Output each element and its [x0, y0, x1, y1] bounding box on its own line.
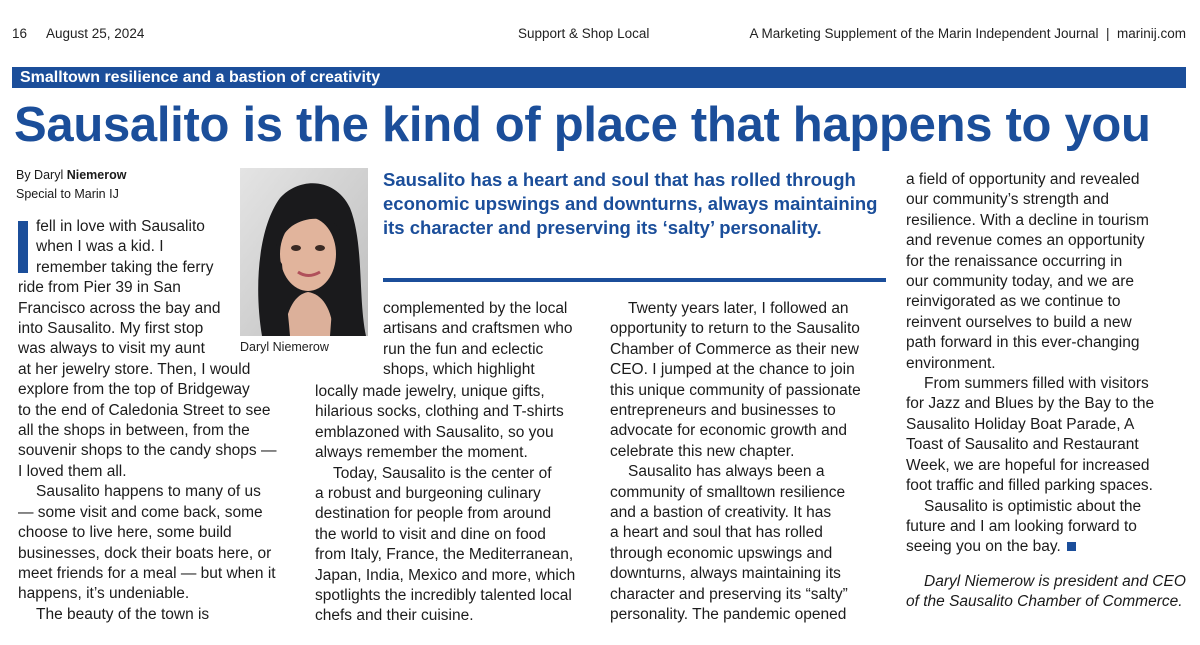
byline-name: Niemerow [66, 168, 127, 182]
text-line: Sausalito happens to many of us [36, 483, 261, 501]
text-line: artisans and craftsmen who [383, 320, 573, 338]
text-line: advocate for economic growth and [610, 422, 847, 440]
text-line: Francisco across the bay and [18, 299, 221, 317]
text-line: reinvigorated as we continue to [906, 293, 1121, 311]
text-line: a field of opportunity and revealed [906, 171, 1140, 188]
text-line: run the fun and eclectic [383, 340, 544, 358]
text-line: through economic upswings and [610, 544, 833, 562]
article-column-2-top [383, 299, 598, 381]
text-line: Sausalito is optimistic about the [924, 497, 1142, 515]
text-line: fell in love with Sausalito [36, 218, 205, 235]
text-line: — some visit and come back, some [18, 503, 263, 521]
text-line: this unique community of passionate [610, 381, 861, 399]
text-line: businesses, dock their boats here, or [18, 544, 272, 562]
bio-line: Daryl Niemerow is president and [924, 573, 1148, 590]
text-line: for Jazz and Blues by the Bay to the [906, 395, 1155, 413]
text-line: CEO. I jumped at the chance to join [610, 361, 855, 379]
text-line: the world to visit and dine on food [315, 525, 546, 543]
text-line: Week, we are hopeful for increased [906, 456, 1150, 474]
text-line: emblazoned with Sausalito, so you [315, 423, 554, 441]
text-line: was always to visit my aunt [18, 340, 205, 358]
text-line: future and I am looking forward to [906, 517, 1137, 535]
text-line: downturns, always maintaining its [610, 565, 841, 583]
text-line: souvenir shops to the candy shops — [18, 442, 277, 460]
text-line: destination for people from around [315, 505, 552, 523]
headline: Sausalito is the kind of place that happens to you [14, 98, 1151, 152]
bio-line: CEO of the Sausalito Chamber of [906, 573, 1186, 611]
text-line: locally made jewelry, unique gifts, [315, 383, 545, 400]
text-line: personality. The pandemic opened [610, 606, 847, 624]
pull-quote: Sausalito has a heart and soul that has rolled through economic upswings and downturns, always maintaining its character and preserving its ‘salty’ personality. [383, 169, 878, 238]
text-line: opportunity to return to the Sausalito [610, 320, 860, 338]
text-line: The beauty of the town is [36, 605, 210, 623]
text-line: shops, which highlight [383, 361, 535, 379]
pull-quote-rule [383, 278, 886, 282]
text-line: always remember the moment. [315, 444, 528, 462]
text-line: Today, Sausalito is the center of [333, 464, 552, 482]
text-line: community of smalltown resilience [610, 483, 846, 501]
text-line: meet friends for a meal — but when it [18, 564, 276, 582]
text-line: happens, it’s undeniable. [18, 585, 190, 603]
text-line: path forward in this ever-changing [906, 334, 1140, 352]
kicker-banner: Smalltown resilience and a bastion of creativity [12, 67, 1186, 88]
text-line: Twenty years later, I followed an [628, 300, 849, 317]
text-line: Sausalito has always been a [628, 463, 825, 481]
text-line: hilarious socks, clothing and T-shirts [315, 403, 564, 421]
text-line: Japan, India, Mexico and more, which [315, 566, 576, 584]
text-line: environment. [906, 354, 996, 372]
section-name: Support & Shop Local [518, 26, 650, 41]
article-column-2 [315, 382, 598, 627]
text-line: seeing you on the bay. [906, 538, 1061, 556]
text-line: our community’s strength and [906, 191, 1110, 209]
text-line: foot traffic and filled parking spaces. [906, 477, 1153, 495]
text-line: when I was a kid. I [36, 238, 164, 256]
text-line: entrepreneurs and businesses to [610, 402, 836, 420]
page-number: 16 [12, 26, 28, 41]
text-line: From summers filled with visitors [924, 375, 1149, 393]
text-line: Sausalito Holiday Boat Parade, A [906, 415, 1135, 433]
bio-line: Commerce. [1102, 593, 1183, 611]
text-line: choose to live here, some build [18, 524, 232, 542]
supplement-label: A Marketing Supplement of the Marin Independent Journal | marinij.com [749, 26, 1186, 41]
text-line: I loved them all. [18, 462, 127, 480]
author-bio [906, 572, 1188, 613]
article-column-3 [610, 299, 885, 626]
article-end-line [906, 537, 1188, 557]
text-line: resilience. With a decline in tourism [906, 211, 1149, 229]
text-line: reinvent ourselves to build a new [906, 313, 1132, 331]
text-line: to the end of Caledonia Street to see [18, 401, 271, 419]
text-line: at her jewelry store. Then, I would [18, 360, 251, 378]
text-line: spotlights the incredibly talented local [315, 587, 572, 605]
text-line: chefs and their cuisine. [315, 607, 474, 625]
text-line: into Sausalito. My first stop [18, 320, 204, 338]
text-line: character and preserving its “salty” [610, 585, 848, 603]
text-line: and revenue comes an opportunity [906, 232, 1145, 250]
end-mark-icon [1067, 542, 1076, 551]
text-line: remember taking the ferry [36, 258, 214, 276]
text-line: a robust and burgeoning culinary [315, 485, 541, 503]
text-line: Chamber of Commerce as their new [610, 340, 859, 358]
drop-cap-bar [18, 221, 28, 273]
text-line: explore from the top of Bridgeway [18, 381, 250, 399]
issue-date: August 25, 2024 [46, 26, 145, 41]
byline-credit: Special to Marin IJ [16, 187, 119, 201]
text-line: celebrate this new chapter. [610, 442, 795, 460]
text-line: our community today, and we are [906, 273, 1135, 291]
text-line: and a bastion of creativity. It has [610, 504, 832, 522]
article-column-4 [906, 170, 1188, 558]
byline [16, 166, 126, 204]
byline-prefix: By Daryl [16, 168, 67, 182]
text-line: from Italy, France, the Mediterranean, [315, 546, 574, 564]
photo-caption: Daryl Niemerow [240, 340, 329, 354]
text-line: all the shops in between, from the [18, 422, 250, 440]
text-line: a heart and soul that has rolled [610, 524, 823, 542]
text-line: Toast of Sausalito and Restaurant [906, 436, 1139, 454]
text-line: for the renaissance occurring in [906, 252, 1123, 270]
text-line: ride from Pier 39 in San [18, 279, 181, 297]
text-line: complemented by the local [383, 300, 568, 317]
article-column-1 [18, 217, 298, 625]
